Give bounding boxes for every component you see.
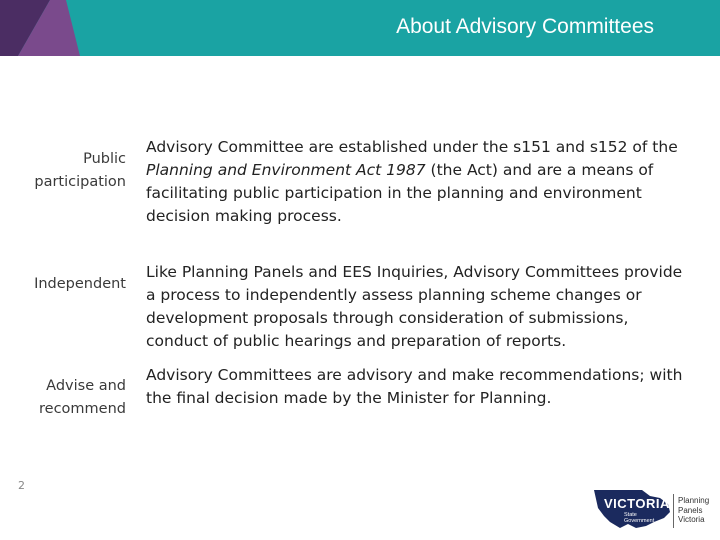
act-title: Planning and Environment Act 1987 [146,161,426,179]
row-description: Advisory Committee are established under the s151 and s152 of the Planning and Environment Act 1987 (the Act) and are a means of facilitating public participation in the planning and environment decision making process. [146,138,678,225]
page-number: 2 [18,479,25,492]
logo-org-name: Planning Panels Victoria [678,496,710,524]
planning-panels-victoria-logo [594,488,716,532]
row-label: Independent [34,276,126,292]
slide-header [0,0,720,56]
row-description: Advisory Committees are advisory and make recommendations; with the final decision made by the Minister for Planning. [146,366,683,407]
slide-title: About Advisory Committees [396,15,654,38]
logo-wordmark: VICTORIA [604,496,670,511]
logo-divider [673,494,674,528]
row-label: Public participation [34,151,126,190]
logo-state-government: State Government [624,512,655,524]
header-decoration-icon [0,0,90,56]
row-description: Like Planning Panels and EES Inquiries, Advisory Committees provide a process to independently assess planning scheme changes or development proposals through consideration of submissions, conduct of public hearings and preparation of reports. [146,263,683,350]
row-label: Advise and recommend [39,378,126,417]
